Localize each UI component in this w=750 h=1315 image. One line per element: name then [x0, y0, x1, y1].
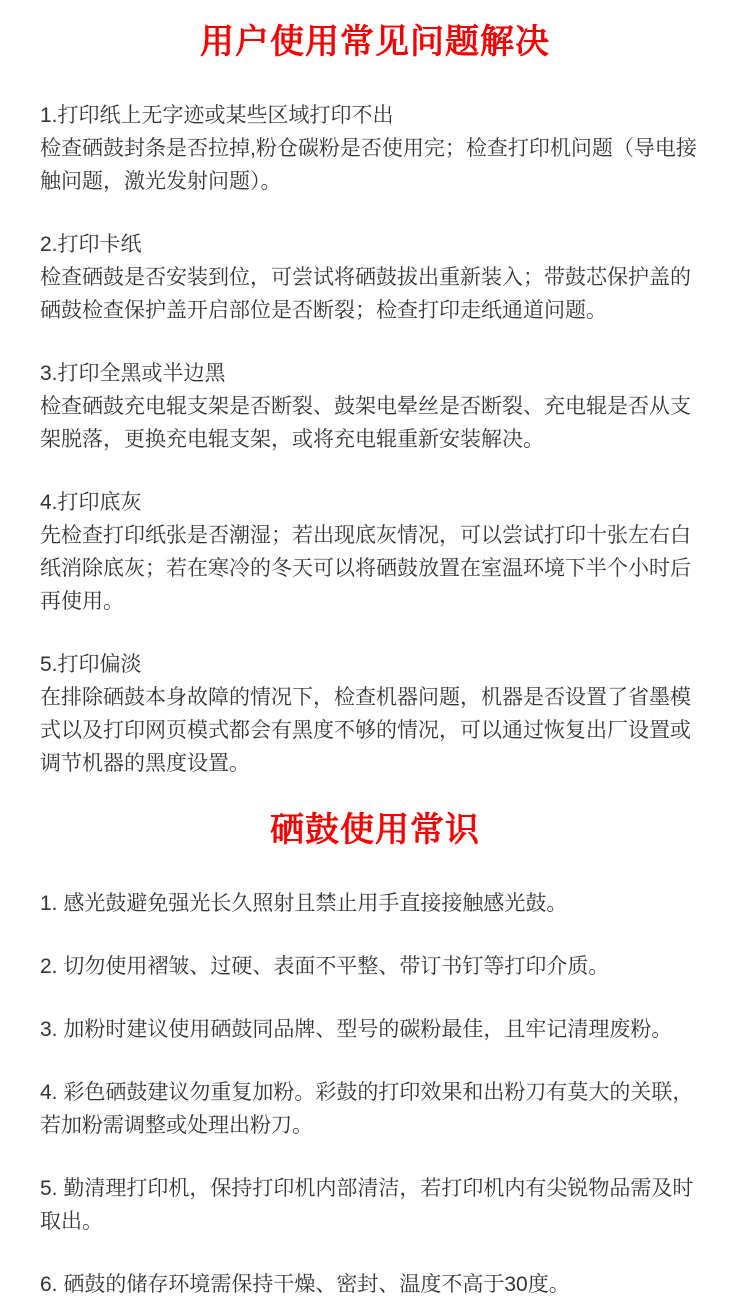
faq-title: 用户使用常见问题解决	[200, 23, 550, 61]
faq-item-body: 检查硒鼓充电辊支架是否断裂、鼓架电晕丝是否断裂、充电辊是否从支架脱落，更换充电辊支架，或将充电辊重新安装解决。	[40, 394, 691, 451]
tips-section	[40, 887, 710, 1301]
faq-item-heading: 5.打印偏淡	[40, 652, 142, 676]
tip-item-1: 1. 感光鼓避免强光长久照射且禁止用手直接接触感光鼓。	[40, 891, 568, 915]
tips-title: 硒鼓使用常识	[270, 810, 480, 849]
faq-item-heading: 2.打印卡纸	[40, 232, 142, 256]
faq-item-2	[40, 228, 710, 327]
faq-item-body: 检查硒鼓是否安装到位，可尝试将硒鼓拔出重新装入；带鼓芯保护盖的硒鼓检查保护盖开启部位是否断裂；检查打印走纸通道问题。	[40, 265, 691, 322]
faq-item-body: 先检查打印纸张是否潮湿；若出现底灰情况，可以尝试打印十张左右白纸消除底灰；若在寒冷的冬天可以将硒鼓放置在室温环境下半个小时后再使用。	[40, 523, 691, 613]
tip-item-5: 5. 勤清理打印机，保持打印机内部清洁，若打印机内有尖锐物品需及时取出。	[40, 1176, 694, 1233]
faq-item-1	[40, 99, 710, 198]
faq-item-heading: 1.打印纸上无字迹或某些区域打印不出	[40, 103, 394, 127]
tip-item-4: 4. 彩色硒鼓建议勿重复加粉。彩鼓的打印效果和出粉刀有莫大的关联，若加粉需调整或处理出粉刀。	[40, 1080, 694, 1137]
faq-item-3	[40, 357, 710, 456]
faq-item-heading: 3.打印全黑或半边黑	[40, 361, 226, 385]
tip-item-3: 3. 加粉时建议使用硒鼓同品牌、型号的碳粉最佳，且牢记清理废粉。	[40, 1017, 673, 1041]
faq-item-5	[40, 648, 710, 780]
tip-item-2: 2. 切勿使用褶皱、过硬、表面不平整、带订书钉等打印介质。	[40, 954, 610, 978]
faq-section	[40, 99, 710, 780]
faq-item-heading: 4.打印底灰	[40, 490, 142, 514]
tip-item-6: 6. 硒鼓的储存环境需保持干燥、密封、温度不高于30度。	[40, 1272, 570, 1296]
faq-item-body: 在排除硒鼓本身故障的情况下，检查机器问题，机器是否设置了省墨模式以及打印网页模式都会有黑度不够的情况，可以通过恢复出厂设置或调节机器的黑度设置。	[40, 685, 691, 775]
faq-item-4	[40, 486, 710, 618]
faq-item-body: 检查硒鼓封条是否拉掉,粉仓碳粉是否使用完；检查打印机问题（导电接触问题，激光发射问题）。	[40, 136, 697, 193]
